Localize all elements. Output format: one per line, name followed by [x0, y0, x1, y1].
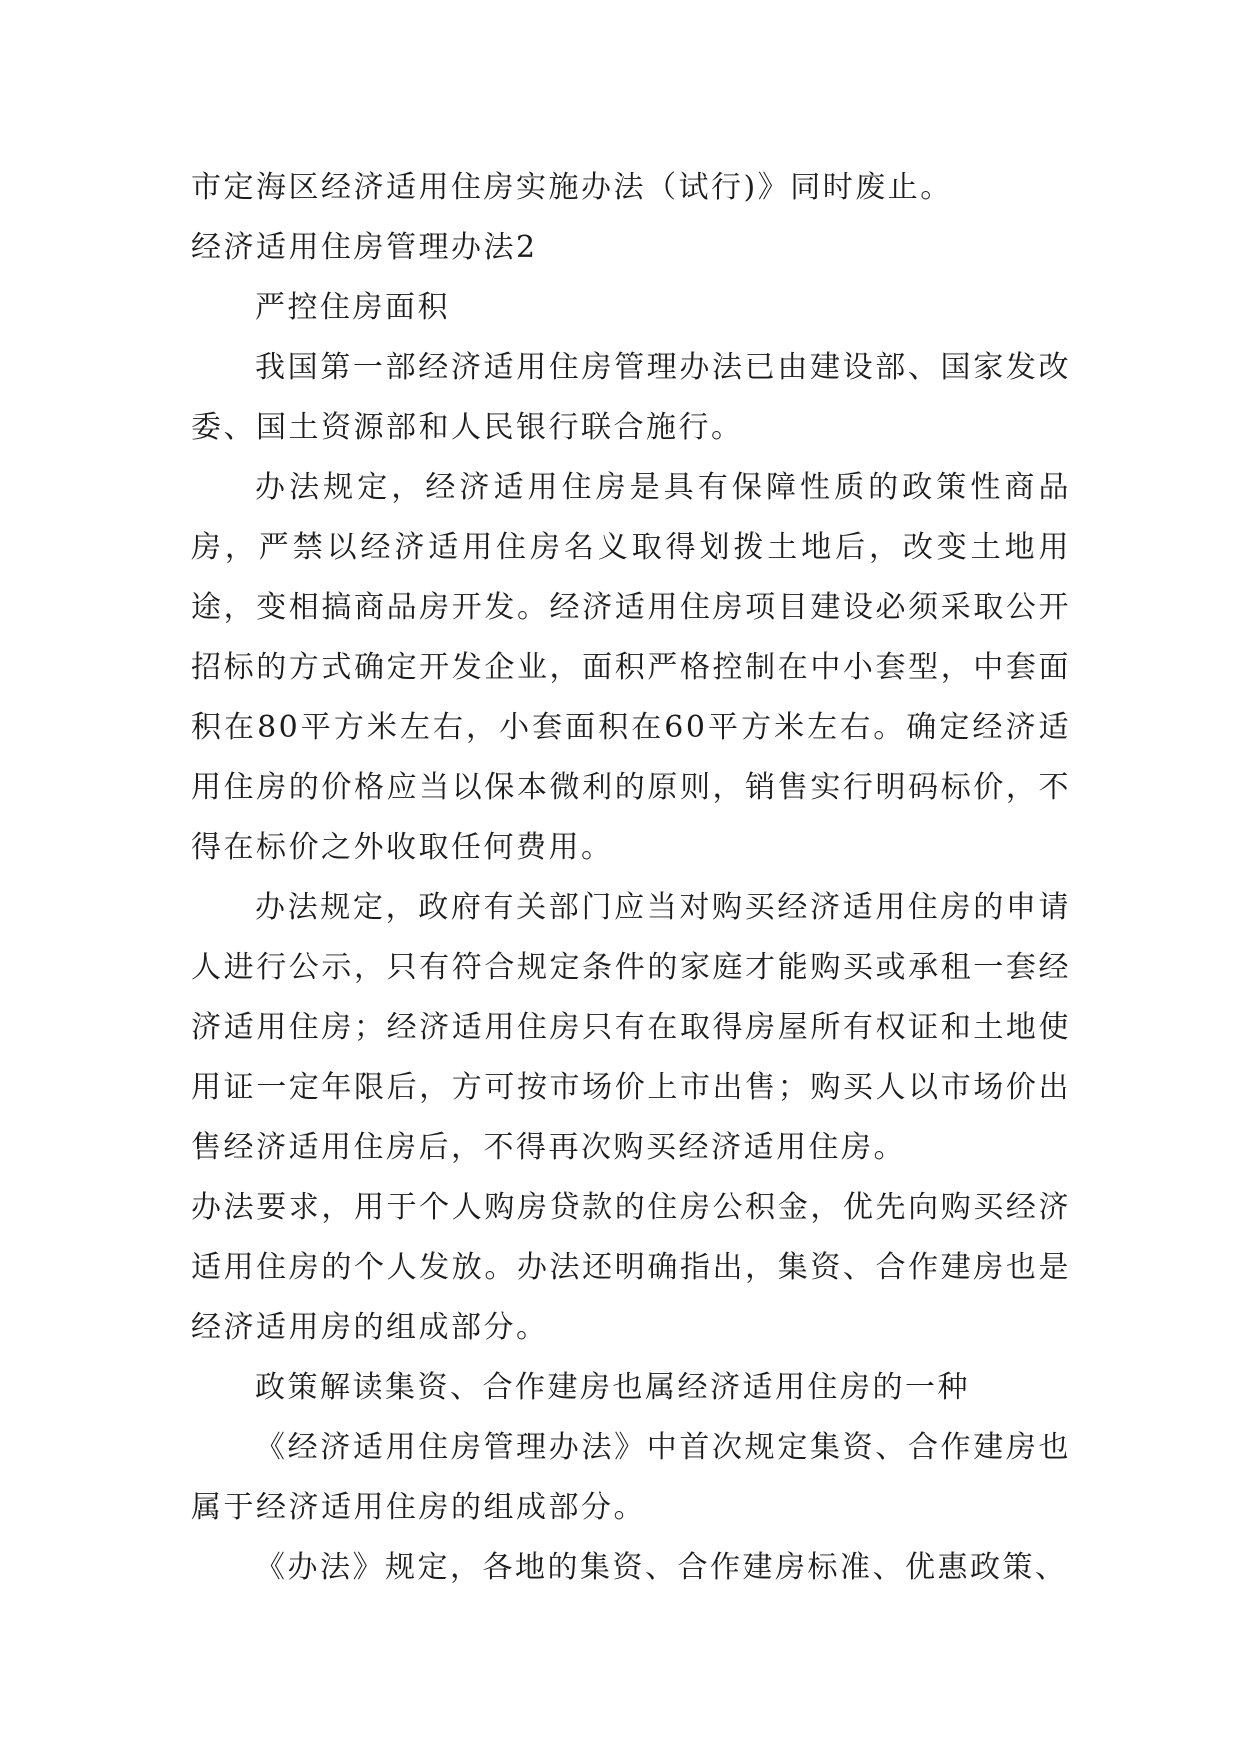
paragraph-rules-pricing: 办法规定，经济适用住房是具有保障性质的政策性商品房，严禁以经济适用住房名义取得划拨土地后，改变土地用途，变相搞商品房开发。经济适用住房项目建设必须采取公开招标的方式确定开发企业，面积严格控制在中小套型，中套面积在80平方米左右，小套面积在60平方米左右。确定经济适用住房的价格应当以保本微利的原则，销售实行明码标价，不得在标价之外收取任何费用。: [191, 470, 1071, 865]
section-title: 经济适用住房管理办法2: [191, 230, 538, 265]
paragraph-provident-fund: 办法要求，用于个人购房贷款的住房公积金，优先向购买经济适用住房的个人发放。办法还明确指出，集资、合作建房也是经济适用房的组成部分。: [191, 1190, 1071, 1345]
document-body: [191, 158, 1071, 1598]
paragraph-rules-purchase: 办法规定，政府有关部门应当对购买经济适用住房的申请人进行公示，只有符合规定条件的家庭才能购买或承租一套经济适用住房；经济适用住房只有在取得房屋所有权证和土地使用证一定年限后，方可按市场价上市出售；购买人以市场价出售经济适用住房后，不得再次购买经济适用住房。: [191, 890, 1071, 1165]
paragraph-cooperative-housing: 《经济适用住房管理办法》中首次规定集资、合作建房也属于经济适用住房的组成部分。: [191, 1430, 1071, 1525]
paragraph-continuation: 市定海区经济适用住房实施办法（试行)》同时废止。: [191, 170, 953, 205]
paragraph-intro: 我国第一部经济适用住房管理办法已由建设部、国家发改委、国土资源部和人民银行联合施行。: [191, 350, 1071, 445]
paragraph-standards: 《办法》规定，各地的集资、合作建房标准、优惠政策、: [255, 1550, 1068, 1585]
subheading-area-control: 严控住房面积: [255, 290, 450, 325]
subheading-policy-reading: 政策解读集资、合作建房也属经济适用住房的一种: [255, 1370, 970, 1405]
